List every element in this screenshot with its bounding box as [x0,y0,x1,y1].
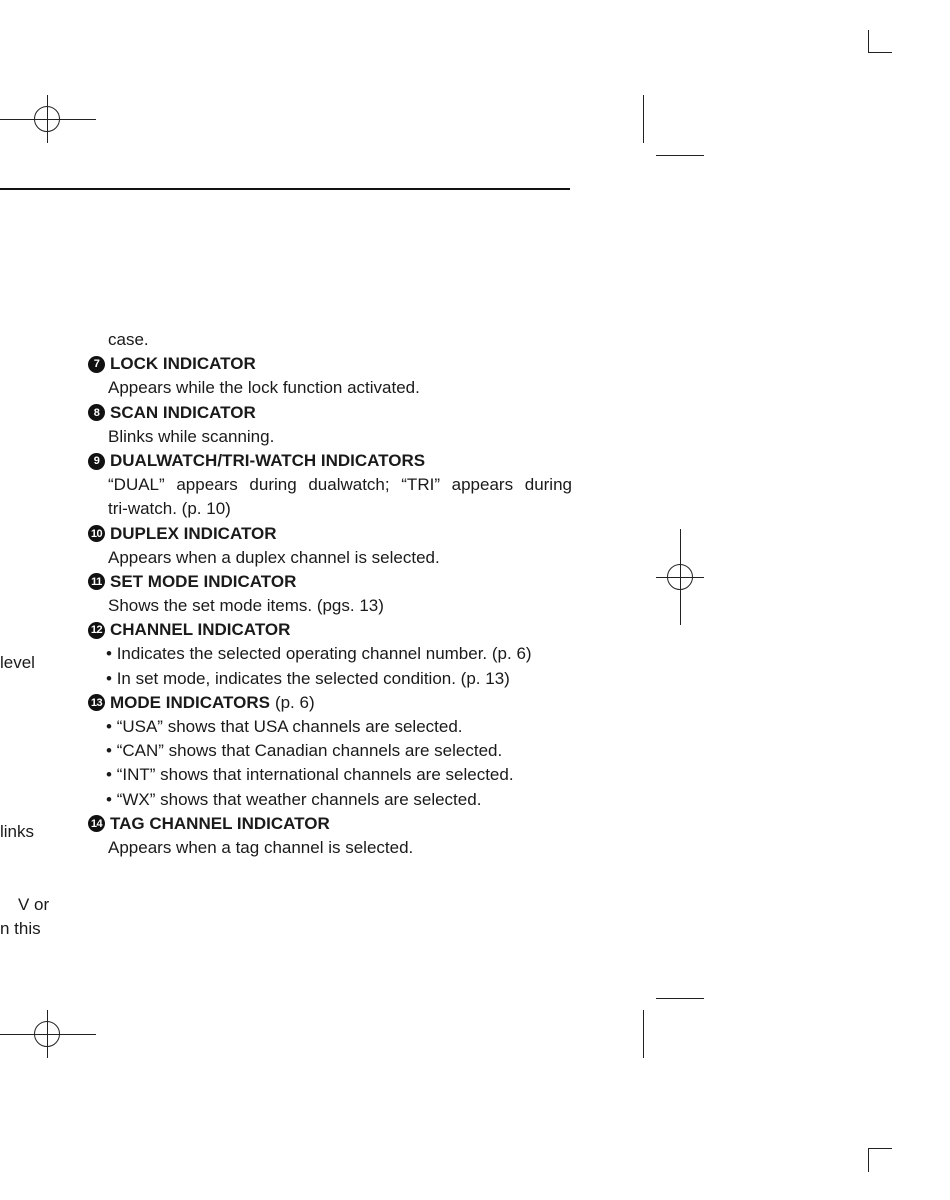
bullet-item [88,788,572,812]
bullet: • [106,644,112,664]
heading-text: SET MODE INDICATOR [110,571,297,591]
heading-text: DUALWATCH/TRI-WATCH INDICATORS [110,450,426,470]
heading-text: MODE INDICATORS [110,692,270,712]
heading-text: CHANNEL INDICATOR [110,620,291,640]
page-reference: (p. 6) [274,692,315,712]
indicator-descriptions [88,328,572,860]
bullet-item [88,715,572,739]
bullet: • [106,717,112,736]
section-text: Appears when a duplex channel is selected. [108,547,440,567]
bullet: • [106,789,112,809]
number-badge: 12 [88,622,105,639]
number-badge: 7 [88,356,105,373]
number-badge: 11 [88,573,105,590]
heading-text: DUPLEX INDICATOR [110,523,277,543]
crop-mark-mid-vertical-top [643,95,644,143]
section-text: Blinks while scanning. [108,426,275,446]
section-text: tri-watch. (p. 10) [108,499,231,519]
crop-mark-top-right-vertical [868,30,869,52]
section-text: Shows the set mode items. (pgs. 13) [108,596,384,616]
bullet-item [88,763,572,787]
section-heading-mode [88,691,572,715]
bullet-text: Indicates the selected operating channel number. (p. 6) [116,644,532,664]
registration-mark-right-circle [667,564,693,590]
registration-mark-bottom-left-circle [34,1021,60,1047]
bullet-text: “INT” shows that international channels are selected. [116,765,514,785]
header-rule [0,188,570,190]
section-heading-lock [88,352,572,376]
crop-mark-bottom-right-vertical [868,1148,869,1172]
section-heading-set-mode [88,570,572,594]
crop-mark-mid-horizontal-bottom [656,998,704,999]
crop-mark-bottom-right-horizontal [868,1148,892,1149]
margin-fragment: V or [18,895,50,914]
section-heading-tag-channel [88,812,572,836]
crop-mark-mid-vertical-bottom [643,1010,644,1058]
number-badge: 13 [88,694,105,711]
margin-fragment: n this [0,919,41,938]
section-text: Appears while the lock function activated. [108,378,420,398]
heading-text: LOCK INDICATOR [110,354,256,374]
bullet-item [88,739,572,763]
bullet-text: In set mode, indicates the selected condition. (p. 13) [116,668,510,688]
bullet: • [106,765,112,785]
bullet-text: “WX” shows that weather channels are selected. [116,789,482,809]
section-heading-dualwatch [88,449,572,473]
number-badge: 14 [88,815,105,832]
bullet: • [106,741,112,761]
number-badge: 8 [88,404,105,421]
bullet-text: “USA” shows that USA channels are selected. [116,717,463,736]
continued-text: case. [108,330,149,349]
section-text: Appears when a tag channel is selected. [108,837,414,857]
bullet-text: “CAN” shows that Canadian channels are selected. [116,741,503,761]
heading-text: TAG CHANNEL INDICATOR [110,813,330,833]
bullet: • [106,668,112,688]
bullet-item [88,667,572,691]
margin-fragment: links [0,822,35,841]
crop-mark-top-right-horizontal [868,52,892,53]
bullet-item [88,642,572,666]
crop-mark-mid-horizontal-top [656,155,704,156]
section-text: “DUAL” appears during dualwatch; “TRI” appears during [108,475,572,495]
section-heading-channel [88,618,572,642]
margin-fragment: level [0,653,35,672]
number-badge: 9 [88,453,105,470]
heading-text: SCAN INDICATOR [110,402,256,422]
number-badge: 10 [88,525,105,542]
section-heading-duplex [88,522,572,546]
section-heading-scan [88,401,572,425]
registration-mark-top-left-circle [34,106,60,132]
